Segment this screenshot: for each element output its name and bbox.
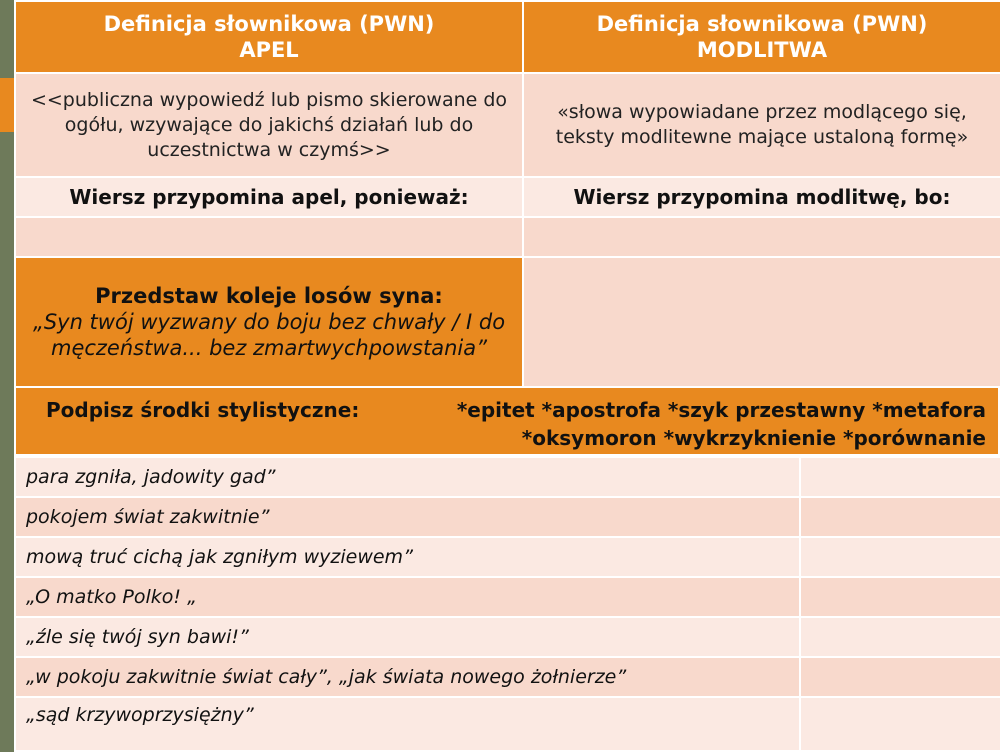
prompt-row (15, 177, 1000, 217)
definitions-table (14, 0, 1000, 388)
answer-row (15, 217, 1000, 257)
task-quote: „Syn twój wyzwany do boju bez chwały / I do męczeństwa... bez zmartwychpowstania” (32, 310, 506, 360)
prompt-apel: Wiersz przypomina apel, ponieważ: (15, 177, 523, 217)
task-title: Przedstaw koleje losów syna: (95, 284, 443, 308)
devices-line-1: *epitet *apostrofa *szyk przestawny *metafora (456, 398, 986, 422)
task-row (15, 257, 1000, 387)
answer-cell-apel[interactable] (15, 217, 523, 257)
definition-modlitwa: «słowa wypowiadane przez modlącego się, teksty modlitewne mające ustaloną formę» (523, 73, 1000, 177)
quote-text: para zgniła, jadowity gad” (15, 457, 800, 497)
answer-cell-modlitwa[interactable] (523, 217, 1000, 257)
stylistic-label: Podpisz środki stylistyczne: (46, 398, 360, 422)
header-modlitwa-line2: MODLITWA (696, 38, 828, 62)
quote-row (15, 697, 1000, 751)
quote-row (15, 457, 1000, 497)
quote-answer-cell[interactable] (800, 537, 1000, 577)
quote-text: „źle się twój syn bawi!” (15, 617, 800, 657)
devices-line-2: *oksymoron *wykrzyknienie *porównanie (521, 426, 986, 450)
stylistic-devices-list (386, 396, 986, 452)
quote-row (15, 657, 1000, 697)
header-apel-line2: APEL (239, 38, 299, 62)
quote-row (15, 617, 1000, 657)
quote-answer-cell[interactable] (800, 617, 1000, 657)
quote-row (15, 577, 1000, 617)
definition-apel: <<publiczna wypowiedź lub pismo skierowane do ogółu, wzywające do jakichś działań lub do uczestnictwa w czymś>> (15, 73, 523, 177)
task-answer-cell[interactable] (523, 257, 1000, 387)
quote-text: „sąd krzywoprzysiężny” (15, 697, 800, 751)
side-accent-bar (0, 78, 14, 132)
quote-answer-cell[interactable] (800, 497, 1000, 537)
task-son-fate (15, 257, 523, 387)
quote-text: „O matko Polko! „ (15, 577, 800, 617)
definition-row (15, 73, 1000, 177)
prompt-modlitwa: Wiersz przypomina modlitwę, bo: (523, 177, 1000, 217)
quote-text: pokojem świat zakwitnie” (15, 497, 800, 537)
quotes-table (14, 456, 1000, 752)
header-apel (15, 1, 523, 73)
quote-answer-cell[interactable] (800, 697, 1000, 751)
quote-row (15, 537, 1000, 577)
header-apel-line1: Definicja słownikowa (PWN) (103, 12, 435, 36)
quote-text: mową truć cichą jak zgniłym wyziewem” (15, 537, 800, 577)
quote-answer-cell[interactable] (800, 577, 1000, 617)
quote-answer-cell[interactable] (800, 457, 1000, 497)
header-modlitwa-line1: Definicja słownikowa (PWN) (596, 12, 928, 36)
quote-row (15, 497, 1000, 537)
header-row (15, 1, 1000, 73)
header-modlitwa (523, 1, 1000, 73)
stylistic-devices-header (14, 386, 1000, 456)
quote-answer-cell[interactable] (800, 657, 1000, 697)
worksheet (14, 0, 1000, 750)
quote-text: „w pokoju zakwitnie świat cały”, „jak świata nowego żołnierze” (15, 657, 800, 697)
